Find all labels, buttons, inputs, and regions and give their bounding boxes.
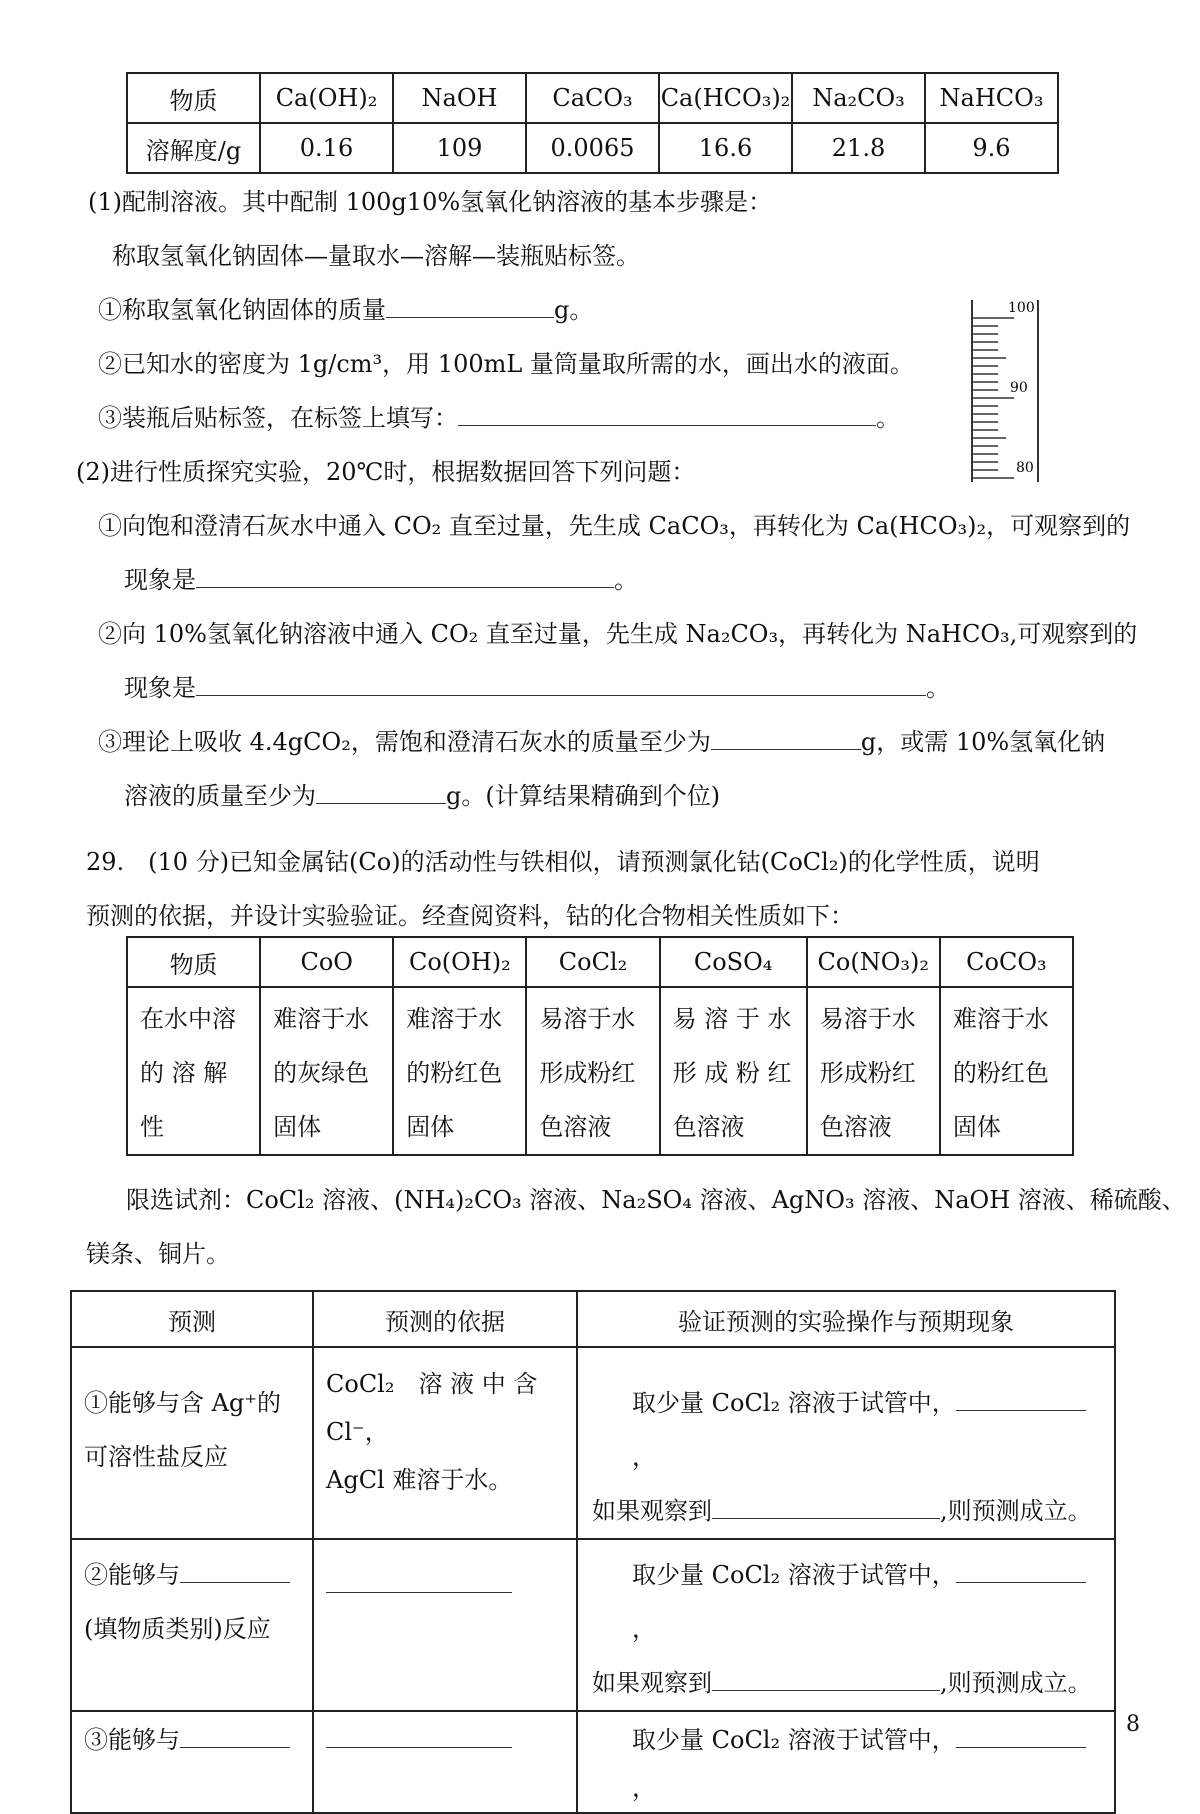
part1-q3 [98,398,900,433]
answer-blank[interactable] [956,1560,1086,1583]
table-header: 验证预测的实验操作与预期现象 [577,1291,1115,1347]
q3-prefix: 溶液的质量至少为 [124,782,316,810]
part2-title: (2)进行性质探究实验，20℃时，根据数据回答下列问题： [76,458,696,486]
table-header: 预测 [71,1291,313,1347]
operation-line [592,1548,1104,1656]
q29-line2: 预测的依据，并设计实验验证。经查阅资料，钴的化合物相关性质如下： [86,902,854,930]
table-cell: CoCl₂ [526,937,659,987]
q3-suffix: g，或需 10%氢氧化钠 [860,728,1106,756]
table-cell: 物质 [127,937,260,987]
table-cell: 在水中溶的 溶 解性 [127,987,260,1155]
reagents-line2: 镁条、铜片。 [86,1240,230,1268]
table-cell: Na₂CO₃ [792,73,925,123]
measuring-cylinder [968,296,1040,482]
basis-line: CoCl₂ 溶 液 中 含 [326,1370,538,1398]
prediction-line: (填物质类别)反应 [84,1615,271,1643]
operation-cell [577,1347,1115,1539]
experiment-table [70,1290,1116,1814]
cylinder-label-100: 100 [1008,300,1035,316]
basis-cell [313,1711,577,1813]
basis-cell [313,1347,577,1539]
cylinder-label-90: 90 [1010,380,1028,396]
answer-blank[interactable] [196,673,926,696]
table-cell: Co(OH)₂ [393,937,526,987]
operation-cell [577,1539,1115,1711]
part2-q1-line2 [124,560,638,595]
table-cell: Co(NO₃)₂ [807,937,940,987]
q1-suffix: 。 [614,566,638,594]
part1-steps: 称取氢氧化钠固体—量取水—溶解—装瓶贴标签。 [112,242,640,270]
table-row [71,1347,1115,1539]
table-cell: CoO [260,937,393,987]
table-cell: 溶解度/g [127,123,260,173]
part2-q3-line1 [98,722,1105,757]
basis-line: AgCl 难溶于水。 [326,1466,513,1494]
answer-blank[interactable] [386,295,554,318]
answer-blank[interactable] [326,1570,512,1593]
op-text: 取少量 CoCl₂ 溶液于试管中， [632,1561,956,1589]
op-text: 取少量 CoCl₂ 溶液于试管中， [632,1389,956,1417]
table-cell: Ca(HCO₃)₂ [659,73,792,123]
cylinder-label-80: 80 [1016,460,1034,476]
prediction-cell [71,1711,313,1813]
table-cell: 0.16 [260,123,393,173]
part1-q2: ②已知水的密度为 1g/cm³，用 100mL 量筒量取所需的水，画出水的液面。 [98,350,914,378]
op-suffix: ， [632,1774,656,1802]
q3-prefix: ③装瓶后贴标签，在标签上填写： [98,404,458,432]
table-cell: 21.8 [792,123,925,173]
table-cell: 难溶于水的粉红色固体 [940,987,1073,1155]
basis-cell [313,1539,577,1711]
q3-suffix: 。 [876,404,900,432]
table-cell: 易 溶 于 水形 成 粉 红色溶液 [660,987,807,1155]
q3-prefix: ③理论上吸收 4.4gCO₂，需饱和澄清石灰水的质量至少为 [98,728,711,756]
q3-suffix: g。(计算结果精确到个位) [446,782,721,810]
table-cell: 0.0065 [526,123,659,173]
part1-title: (1)配制溶液。其中配制 100g10%氢氧化钠溶液的基本步骤是： [88,188,773,216]
q1-prefix: 现象是 [124,566,196,594]
answer-blank[interactable] [458,403,876,426]
answer-blank[interactable] [711,727,861,750]
table-cell: NaHCO₃ [925,73,1058,123]
prediction-cell [71,1539,313,1711]
operation-cell [577,1711,1115,1813]
op-suffix: ,则预测成立。 [940,1669,1092,1697]
table-cell: Ca(OH)₂ [260,73,393,123]
table-cell: 易溶于水形成粉红色溶液 [807,987,940,1155]
prediction-cell: ①能够与含 Ag⁺的可溶性盐反应 [71,1347,313,1539]
prediction-line [84,1548,302,1602]
prediction-text: ②能够与 [84,1561,180,1589]
operation-line [592,1656,1104,1710]
table-row [127,123,1058,173]
op-text: 如果观察到 [592,1497,712,1525]
answer-blank[interactable] [316,781,446,804]
q1-suffix: g。 [554,296,594,324]
q2-suffix: 。 [926,674,950,702]
solubility-table [126,72,1059,174]
table-header: 预测的依据 [313,1291,577,1347]
page-number: 8 [1126,1712,1140,1737]
answer-blank[interactable] [326,1725,512,1748]
table-row [71,1539,1115,1711]
table-cell: CoSO₄ [660,937,807,987]
part2-q3-line2 [124,776,720,811]
table-cell: 易溶于水形成粉红色溶液 [526,987,659,1155]
answer-blank[interactable] [956,1388,1086,1411]
table-row [71,1711,1115,1813]
answer-blank[interactable] [180,1560,290,1583]
part1-q1 [98,290,593,325]
table-cell: NaOH [393,73,526,123]
part2-q2-line2 [124,668,950,703]
answer-blank[interactable] [712,1668,940,1691]
table-cell: 9.6 [925,123,1058,173]
q1-prefix: ①称取氢氧化钠固体的质量 [98,296,386,324]
table-cell: 16.6 [659,123,792,173]
answer-blank[interactable] [196,565,614,588]
operation-line [592,1716,1104,1812]
cobalt-table [126,936,1074,1156]
answer-blank[interactable] [180,1725,290,1748]
q2-prefix: 现象是 [124,674,196,702]
table-row [127,937,1073,987]
op-suffix: ， [632,1443,656,1471]
q29-line1: 29. (10 分)已知金属钴(Co)的活动性与铁相似，请预测氯化钴(CoCl₂)的化学性质，说明 [86,848,1040,876]
table-cell: CoCO₃ [940,937,1073,987]
basis-line: Cl⁻， [326,1418,389,1446]
op-suffix: ， [632,1615,656,1643]
table-cell: 难溶于水的粉红色固体 [393,987,526,1155]
prediction-text: ③能够与 [84,1726,180,1754]
table-row [127,987,1073,1155]
operation-line [592,1484,1104,1538]
part2-q1-line1: ①向饱和澄清石灰水中通入 CO₂ 直至过量，先生成 CaCO₃，再转化为 Ca(HCO₃)₂，可观察到的 [98,512,1131,540]
op-text: 如果观察到 [592,1669,712,1697]
answer-blank[interactable] [712,1496,940,1519]
table-row [71,1291,1115,1347]
table-cell: 难溶于水的灰绿色固体 [260,987,393,1155]
table-cell: CaCO₃ [526,73,659,123]
op-text: 取少量 CoCl₂ 溶液于试管中， [632,1726,956,1754]
table-row [127,73,1058,123]
reagents-line1: 限选试剂：CoCl₂ 溶液、(NH₄)₂CO₃ 溶液、Na₂SO₄ 溶液、AgNO₃ 溶液、NaOH 溶液、稀硫酸、 [126,1186,1186,1214]
table-cell: 109 [393,123,526,173]
table-cell: 物质 [127,73,260,123]
operation-line [592,1376,1104,1484]
answer-blank[interactable] [956,1725,1086,1748]
op-suffix: ,则预测成立。 [940,1497,1092,1525]
part2-q2-line1: ②向 10%氢氧化钠溶液中通入 CO₂ 直至过量，先生成 Na₂CO₃，再转化为 NaHCO₃,可观察到的 [98,620,1138,648]
